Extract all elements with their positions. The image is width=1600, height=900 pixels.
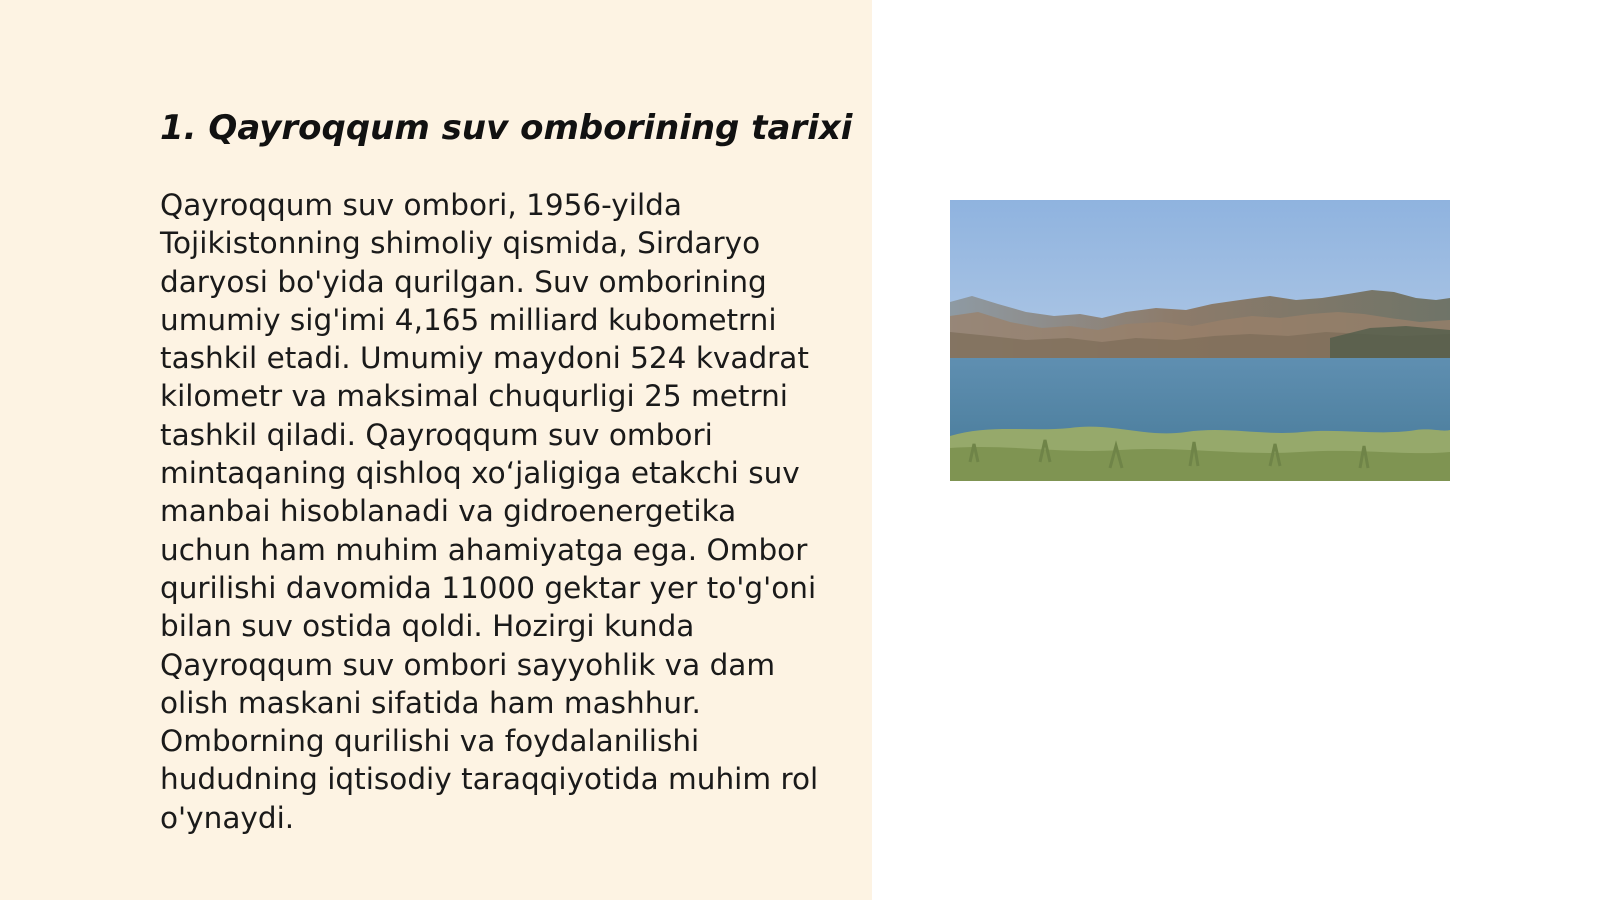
body-text-line: qurilishi davomida 11000 gektar yer to'g'oni — [160, 570, 817, 605]
reservoir-landscape-image — [950, 200, 1450, 481]
body-text-line: Qayroqqum suv ombori sayyohlik va dam — [160, 647, 776, 682]
body-text-line: olish maskani sifatida ham mashhur. — [160, 685, 701, 720]
body-text-line: kilometr va maksimal chuqurligi 25 metrni — [160, 379, 788, 414]
body-text-line: Qayroqqum suv ombori, 1956-yilda — [160, 188, 682, 222]
slide-title: 1. Qayroqqum suv omborining tarixi — [160, 108, 853, 148]
body-text-line: hududning iqtisodiy taraqqiyotida muhim rol — [160, 762, 819, 797]
body-text-line: umumiy sig'imi 4,165 milliard kubometrni — [160, 302, 777, 337]
body-text-line: Tojikistonning shimoliy qismida, Sirdaryo — [160, 226, 761, 261]
body-text-line: tashkil qiladi. Qayroqqum suv ombori — [160, 417, 713, 452]
body-text-line: uchun ham muhim ahamiyatga ega. Ombor — [160, 532, 808, 567]
body-text-line: bilan suv ostida qoldi. Hozirgi kunda — [160, 609, 695, 644]
slide-body-text — [160, 186, 840, 837]
body-text-line: manbai hisoblanadi va gidroenergetika — [160, 494, 737, 529]
reservoir-photo — [950, 200, 1450, 481]
body-text-line: daryosi bo'yida qurilgan. Suv omborining — [160, 264, 767, 299]
body-text-line: Omborning qurilishi va foydalanilishi — [160, 724, 700, 759]
body-text-line: o'ynaydi. — [160, 800, 295, 835]
body-text-line: mintaqaning qishloq xo‘jaligiga etakchi suv — [160, 456, 800, 491]
body-text-line: tashkil etadi. Umumiy maydoni 524 kvadrat — [160, 341, 809, 376]
